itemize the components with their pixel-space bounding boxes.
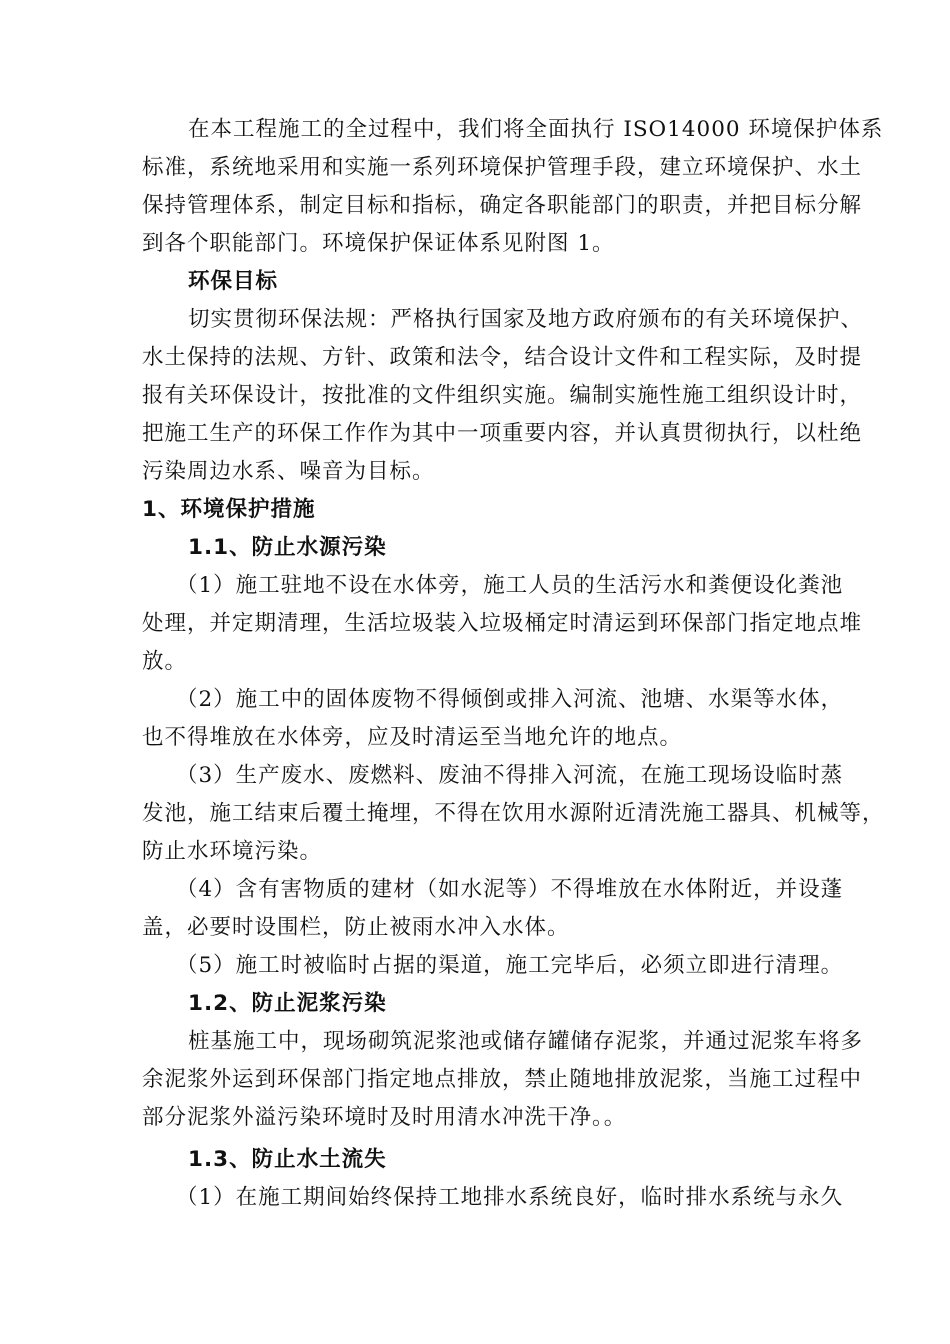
intro-line-3: 保持管理体系，制定目标和指标，确定各职能部门的职责，并把目标分解 — [142, 193, 863, 218]
s1-1-item-1-line-1: （1）施工驻地不设在水体旁，施工人员的生活污水和粪便设化粪池 — [176, 573, 844, 598]
goal-line-5: 污染周边水系、噪音为目标。 — [142, 459, 435, 484]
goal-line-3: 报有关环保设计，按批准的文件组织实施。编制实施性施工组织设计时， — [142, 383, 863, 408]
intro-line-2: 标准，系统地采用和实施一系列环境保护管理手段，建立环境保护、水土 — [142, 155, 863, 180]
s1-1-item-2-line-2: 也不得堆放在水体旁，应及时清运至当地允许的地点。 — [142, 725, 683, 750]
goal-line-1: 切实贯彻环保法规：严格执行国家及地方政府颁布的有关环境保护、 — [188, 307, 864, 332]
goal-heading: 环保目标 — [188, 269, 279, 294]
s1-1-item-4-line-1: （4）含有害物质的建材（如水泥等）不得堆放在水体附近，并设蓬 — [176, 877, 844, 902]
s1-1-item-1-line-3: 放。 — [142, 649, 188, 674]
intro-line-1: 在本工程施工的全过程中，我们将全面执行 ISO14000 环境保护体系 — [188, 117, 884, 142]
section-1-heading: 1、环境保护措施 — [142, 497, 316, 522]
s1-1-item-3-line-1: （3）生产废水、废燃料、废油不得排入河流，在施工现场设临时蒸 — [176, 763, 844, 788]
s1-1-item-2-line-1: （2）施工中的固体废物不得倾倒或排入河流、池塘、水渠等水体， — [176, 687, 844, 712]
s1-2-line-3: 部分泥浆外溢污染环境时及时用清水冲洗干净。。 — [142, 1105, 627, 1130]
goal-line-4: 把施工生产的环保工作作为其中一项重要内容，并认真贯彻执行，以杜绝 — [142, 421, 863, 446]
section-1-3-heading: 1.3、防止水土流失 — [188, 1147, 387, 1172]
section-1-1-heading: 1.1、防止水源污染 — [188, 535, 387, 560]
s1-3-line-1: （1）在施工期间始终保持工地排水系统良好，临时排水系统与永久 — [176, 1185, 844, 1210]
s1-1-item-3-line-2: 发池，施工结束后覆土掩埋，不得在饮用水源附近清洗施工器具、机械等， — [142, 801, 885, 826]
intro-line-4: 到各个职能部门。环境保护保证体系见附图 1。 — [142, 231, 615, 256]
section-1-2-heading: 1.2、防止泥浆污染 — [188, 991, 387, 1016]
s1-1-item-3-line-3: 防止水环境污染。 — [142, 839, 323, 864]
s1-1-item-1-line-2: 处理，并定期清理，生活垃圾装入垃圾桶定时清运到环保部门指定地点堆 — [142, 611, 863, 636]
s1-2-line-1: 桩基施工中，现场砌筑泥浆池或储存罐储存泥浆，并通过泥浆车将多 — [188, 1029, 864, 1054]
s1-1-item-5-line-1: （5）施工时被临时占据的渠道，施工完毕后，必须立即进行清理。 — [176, 953, 844, 978]
goal-line-2: 水土保持的法规、方针、政策和法令，结合设计文件和工程实际，及时提 — [142, 345, 863, 370]
s1-2-line-2: 余泥浆外运到环保部门指定地点排放，禁止随地排放泥浆，当施工过程中 — [142, 1067, 863, 1092]
s1-1-item-4-line-2: 盖，必要时设围栏，防止被雨水冲入水体。 — [142, 915, 570, 940]
